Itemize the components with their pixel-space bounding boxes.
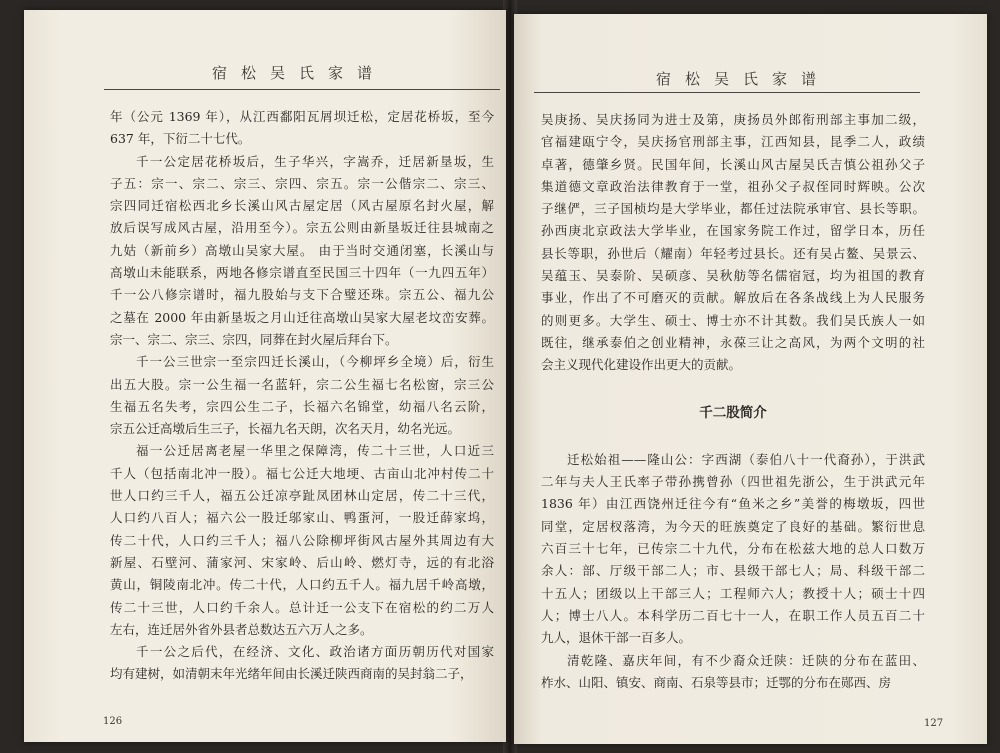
header-rule	[534, 92, 920, 93]
text-line: 人口约八百人；福六公一股迁邬家山、鸭蛋河，一股迁薛家坞，	[110, 510, 494, 526]
text-line: 出五大股。宗一公生福一名蓝轩，宗二公生福七名松窗，宗三公	[110, 376, 494, 392]
text-line: 千一公定居花桥坂后，生子华兴，字嵩乔，迁居新垦坂，生	[136, 153, 494, 169]
text-line: 千一公之后代，在经济、文化、政治诸方面历朝历代对国家	[136, 644, 494, 660]
text-line: 吴庚扬、吴庆扬同为进士及第，庚扬员外郎衔刑部主事加二级，	[541, 112, 925, 127]
right-page-text	[541, 109, 925, 694]
text-line: 卓著，德肇乡贤。民国年间，长溪山风古屋吴氏吉慎公祖孙父子	[541, 156, 925, 172]
text-line: 637 年，下衍二十七代。	[110, 131, 251, 147]
left-page-text	[110, 106, 494, 686]
text-line: 福一公迁居离老屋一华里之保障湾，传二十三世，人口近三	[136, 443, 494, 459]
header-rule	[104, 89, 500, 90]
right-page	[514, 14, 987, 744]
text-line: 世人口约三千人，福五公迁凉亭趾凤团林山定居，传二十三代，	[110, 488, 494, 504]
text-line: 清乾隆、嘉庆年间，有不少裔众迁陕：迁陕的分布在蓝田、	[567, 652, 925, 668]
text-line: 高墩山未能联系，两地各修宗谱直至民国三十四年（一九四五年）	[110, 265, 494, 281]
text-line: 集道德文章政治法律教育于一堂，祖孙父子叔侄同时辉映。公次	[541, 178, 925, 194]
page-number: 127	[924, 718, 944, 729]
text-line: 宗一、宗二、宗三、宗四，同葬在封火屋后拜台下。	[110, 331, 398, 347]
text-line: 六百三十七年，已传宗二十九代，分布在松兹大地的总人口数万	[541, 541, 925, 557]
text-line: 宗五公迁高墩后生三子，长福九名天朗，次名天月，幼名光远。	[110, 421, 461, 437]
text-line: 迁松始祖——隆山公：字西湖（泰伯八十一代裔孙），于洪武	[567, 451, 925, 467]
text-line: 之墓在 2000 年由新垦坂之月山迁往高墩山吴家大屋老坟峦安葬。	[110, 309, 494, 325]
text-line: 子继俨，三子国桢均是大学毕业，都任过法院承审官、县长等职。	[541, 201, 925, 217]
text-line: 会主义现代化建设作出更大的贡献。	[541, 357, 742, 373]
text-line: 左右，连迁居外省外县者总数达五六万人之多。	[110, 621, 373, 637]
text-line: 孙西庚北京政法大学毕业，在国家务院工作过，留学日本，历任	[541, 223, 925, 239]
running-head: 宿松吴氏家谱	[212, 64, 387, 82]
text-line: 十五人；团级以上干部三人；工程师六人；教授十人；硕士十四	[541, 585, 925, 601]
text-line: 宗四同迁宿松西北乡长溪山风古屋定居（风古屋原名封火屋，解	[110, 198, 494, 214]
text-line: 九人，退休干部一百多人。	[541, 630, 692, 646]
text-line: 千一公三世宗一至宗四迁长溪山，（今柳坪乡全境）后，衍生	[136, 354, 494, 370]
page-number: 126	[103, 716, 123, 727]
text-line: 子五：宗一、宗二、宗三、宗四、宗五。宗一公偕宗二、宗三、	[110, 175, 494, 191]
running-head: 宿松吴氏家谱	[656, 70, 831, 88]
text-line: 吴蕴玉、吴泰阶、吴硕彦、吴秋舫等名儒宿冠，均为祖国的教育	[541, 268, 925, 284]
text-line: 二年与夫人王氏率子带孙携曾孙（四世祖先浙公，生于洪武元年	[541, 474, 925, 490]
section-heading: 千二股简介	[699, 404, 767, 421]
text-line: 既往，继承泰伯之创业精神，永葆三让之高风，为两个文明的社	[541, 334, 925, 350]
left-page	[24, 10, 506, 742]
text-line: 年（公元 1369 年），从江西鄱阳瓦屑坝迁松，定居花桥坂，至今	[110, 109, 494, 124]
text-line: 柞水、山阳、镇安、商南、石泉等县市；迁鄂的分布在郧西、房	[541, 674, 892, 690]
text-line: 1836 年）由江西饶州迁往今有“鱼米之乡”美誉的梅墩坂，四世	[541, 496, 925, 512]
text-line: 黄山，铜陵南北冲。传二十代，人口约五千人。福九居千岭高墩，	[110, 577, 494, 593]
text-line: 同堂，定居杈落湾，为今天的旺族奠定了良好的基础。繁衍世息	[541, 518, 925, 534]
text-line: 传二十代，人口约三千人；福八公除柳坪街风古屋外其周边有大	[110, 532, 494, 548]
text-line: 的则更多。大学生、硕士、博士亦不计其数。我们吴氏族人一如	[541, 312, 925, 328]
text-line: 放后误写成风古屋，沿用至今）。宗五公则由新垦坂迁往县城南之	[110, 220, 494, 236]
text-line: 千一公八修宗谱时，福九股始与支下合璧还珠。宗五公、福九公	[110, 287, 494, 303]
text-line: 传二十三世，人口约千余人。总计迁一公支下在宿松的约二万人	[110, 599, 494, 615]
text-line: 官福建瓯宁令，吴庆扬官刑部主事，江西知县，昆季二人，政绩	[541, 134, 925, 150]
text-line: 九姑（新前乡）高墩山吴家大屋。 由于当时交通闭塞，长溪山与	[110, 242, 494, 258]
text-line: 人；博士八人。本科学历二百七十一人，在职工作人员五百二十	[541, 607, 925, 623]
text-line: 均有建树，如清朝末年光绪年间由长溪迁陕西商南的吴封翁二子，	[110, 666, 473, 682]
text-line: 县长等职，孙世后（耀南）年轻考过县长。还有吴占鳌、吴景云、	[541, 245, 925, 261]
text-line: 千人（包括南北冲一股）。福七公迁大地埂、古亩山北冲村传二十	[110, 465, 494, 481]
text-line: 生福五名失考，宗四公生二子，长福六名锦堂，幼福八名云阶，	[110, 398, 494, 414]
text-line: 事业，作出了不可磨灭的贡献。解放后在各条战线上为人民服务	[541, 290, 925, 306]
text-line: 新屋、石壁河、蒲家河、宋家岭、后山岭、燃灯寺，远的有北浴	[110, 554, 494, 570]
text-line: 余人：部、厅级干部二人；市、县级干部七人；局、科级干部二	[541, 563, 925, 579]
